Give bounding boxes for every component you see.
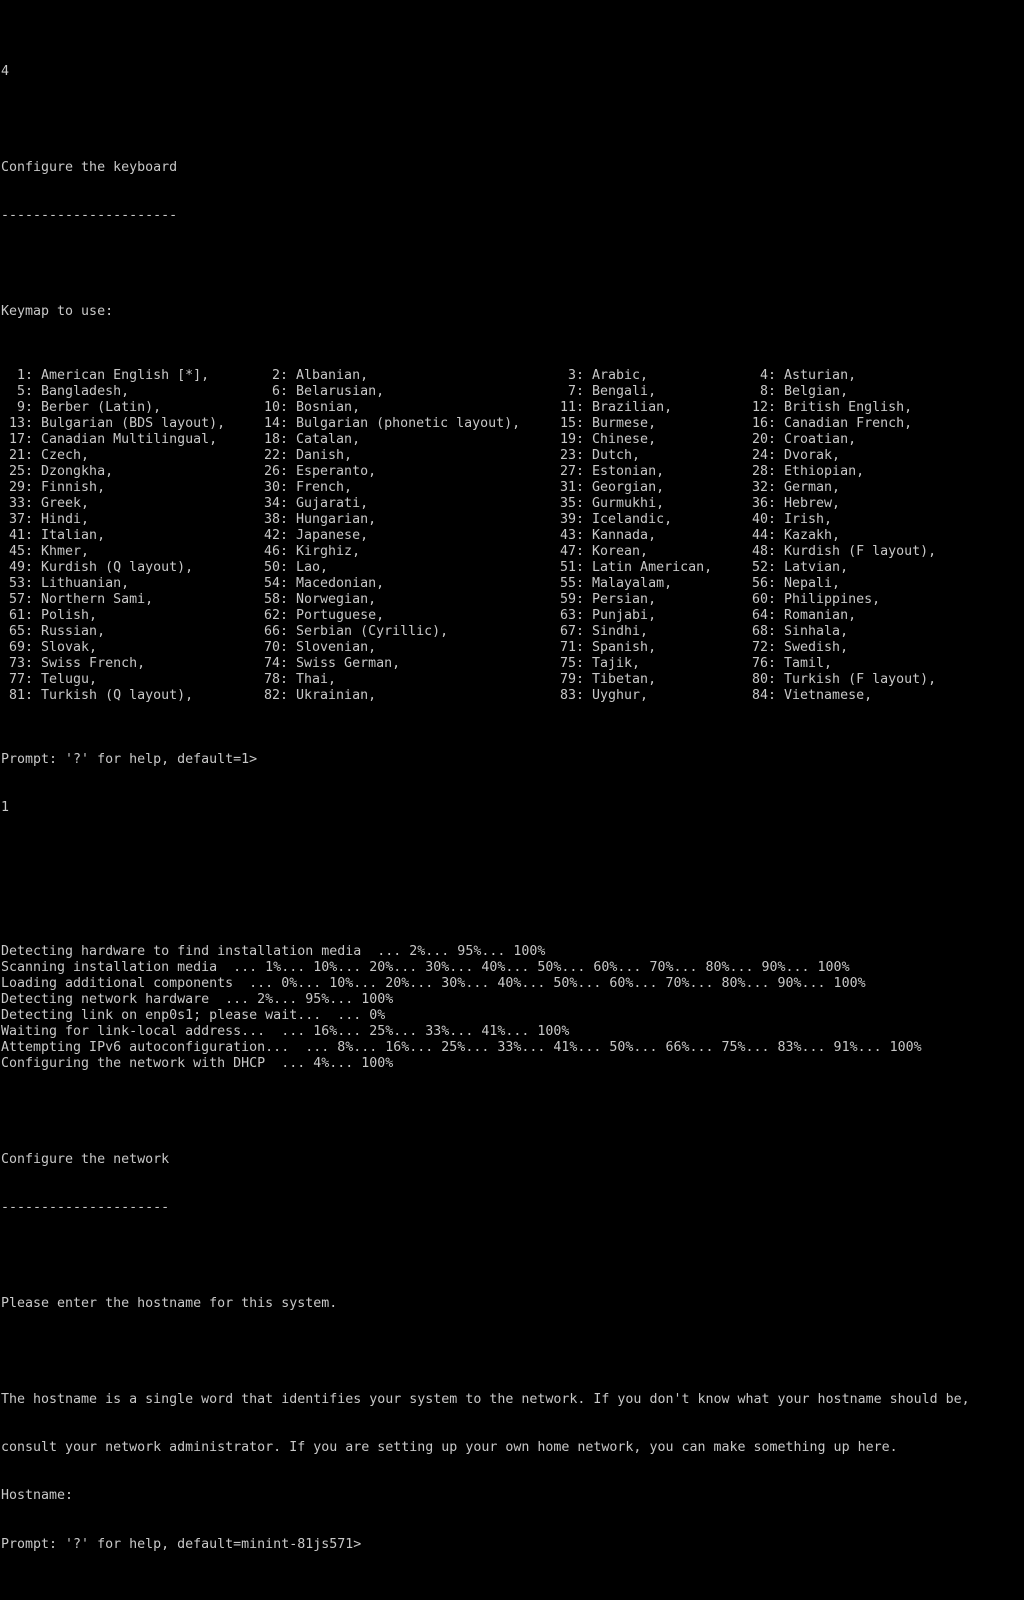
keymap-option: 64: Romanian, (744, 608, 857, 623)
keymap-option: 7: Bengali, (552, 384, 657, 399)
hostname-help-line: The hostname is a single word that identifies your system to the network. If you don't know what your hostname should be, (1, 1392, 970, 1407)
keymap-option: 59: Persian, (552, 592, 657, 607)
keymap-option: 56: Nepali, (744, 576, 841, 591)
keymap-option: 45: Khmer, (1, 544, 90, 559)
keymap-option: 3: Arabic, (552, 368, 649, 383)
keymap-option: 13: Bulgarian (BDS layout), (1, 416, 226, 431)
keymap-option-list (1, 368, 1024, 704)
hostname-intro-text: Please enter the hostname for this system. (1, 1296, 338, 1311)
keymap-option: 49: Kurdish (Q layout), (1, 560, 194, 575)
keymap-option: 35: Gurmukhi, (552, 496, 665, 511)
keymap-answer: 1 (1, 800, 10, 815)
installer-progress-log (1, 944, 1024, 1072)
keymap-row (1, 576, 1024, 592)
keymap-option: 75: Tajik, (552, 656, 641, 671)
hostname-prompt-text: Prompt: '?' for help, default=minint-81js571> (1, 1537, 362, 1552)
hostname-prompt-line[interactable] (1, 1536, 1024, 1552)
keyboard-section (1, 32, 1024, 896)
keymap-option: 76: Tamil, (744, 656, 833, 671)
keymap-option: 2: Albanian, (256, 368, 369, 383)
keymap-option: 41: Italian, (1, 528, 106, 543)
keymap-option: 58: Norwegian, (256, 592, 377, 607)
keymap-option: 83: Uyghur, (552, 688, 649, 703)
progress-line: Detecting hardware to find installation media ... 2%... 95%... 100% (1, 944, 546, 959)
keymap-row (1, 624, 1024, 640)
keymap-option: 72: Swedish, (744, 640, 849, 655)
keyboard-section-underline: ---------------------- (1, 208, 178, 223)
keymap-option: 73: Swiss French, (1, 656, 146, 671)
keymap-row (1, 464, 1024, 480)
keymap-option: 77: Telugu, (1, 672, 98, 687)
keymap-option: 28: Ethiopian, (744, 464, 865, 479)
keymap-option: 82: Ukrainian, (256, 688, 377, 703)
keymap-option: 21: Czech, (1, 448, 90, 463)
keymap-option: 38: Hungarian, (256, 512, 377, 527)
keymap-option: 63: Punjabi, (552, 608, 657, 623)
keymap-option: 29: Finnish, (1, 480, 106, 495)
keymap-option: 24: Dvorak, (744, 448, 841, 463)
keymap-option: 43: Kannada, (552, 528, 657, 543)
keymap-option: 33: Greek, (1, 496, 90, 511)
blank-line (1, 112, 1024, 128)
keymap-option: 57: Northern Sami, (1, 592, 154, 607)
keymap-option: 48: Kurdish (F layout), (744, 544, 937, 559)
keymap-option: 1: American English [*], (1, 368, 210, 383)
keymap-option: 22: Danish, (256, 448, 353, 463)
keymap-option: 54: Macedonian, (256, 576, 385, 591)
keymap-prompt-text: Prompt: '?' for help, default=1> (1, 752, 258, 767)
keymap-option: 39: Icelandic, (552, 512, 673, 527)
network-section (1, 1120, 1024, 1584)
keymap-row (1, 544, 1024, 560)
keymap-option: 12: British English, (744, 400, 913, 415)
keyboard-section-title: Configure the keyboard (1, 160, 178, 175)
keymap-option: 65: Russian, (1, 624, 106, 639)
keymap-row (1, 432, 1024, 448)
blank-line (1, 1344, 1024, 1360)
hostname-help-line: consult your network administrator. If you are setting up your own home network, you can make something up here. (1, 1440, 898, 1455)
keymap-option: 15: Burmese, (552, 416, 657, 431)
keymap-option: 62: Portuguese, (256, 608, 385, 623)
keymap-option: 79: Tibetan, (552, 672, 657, 687)
keymap-option: 52: Latvian, (744, 560, 849, 575)
keymap-option: 11: Brazilian, (552, 400, 673, 415)
keymap-option: 32: German, (744, 480, 841, 495)
keymap-option: 60: Philippines, (744, 592, 881, 607)
keymap-row (1, 528, 1024, 544)
keymap-option: 47: Korean, (552, 544, 649, 559)
keymap-option: 36: Hebrew, (744, 496, 841, 511)
keymap-option: 66: Serbian (Cyrillic), (256, 624, 449, 639)
keymap-row (1, 512, 1024, 528)
keymap-option: 70: Slovenian, (256, 640, 377, 655)
keymap-option: 16: Canadian French, (744, 416, 913, 431)
keymap-option: 6: Belarusian, (256, 384, 385, 399)
previous-answer: 4 (1, 64, 10, 79)
keymap-row (1, 480, 1024, 496)
keymap-row (1, 368, 1024, 384)
progress-line: Detecting link on enp0s1; please wait... ... 0% (1, 1008, 386, 1023)
keymap-row (1, 592, 1024, 608)
blank-line (1, 1248, 1024, 1264)
keymap-row (1, 496, 1024, 512)
keymap-option: 27: Estonian, (552, 464, 665, 479)
keymap-option: 61: Polish, (1, 608, 98, 623)
keymap-option: 42: Japanese, (256, 528, 369, 543)
keymap-option: 46: Kirghiz, (256, 544, 361, 559)
keymap-prompt (1, 752, 1024, 768)
keymap-option: 37: Hindi, (1, 512, 90, 527)
keymap-option: 69: Slovak, (1, 640, 98, 655)
hostname-label: Hostname: (1, 1488, 74, 1503)
keymap-heading: Keymap to use: (1, 304, 114, 319)
keymap-option: 51: Latin American, (552, 560, 713, 575)
keymap-option: 78: Thai, (256, 672, 337, 687)
keymap-row (1, 656, 1024, 672)
keymap-option: 68: Sinhala, (744, 624, 849, 639)
keymap-option: 53: Lithuanian, (1, 576, 130, 591)
keymap-row (1, 608, 1024, 624)
keymap-option: 84: Vietnamese, (744, 688, 873, 703)
keymap-option: 20: Croatian, (744, 432, 857, 447)
keymap-option: 19: Chinese, (552, 432, 657, 447)
keymap-option: 30: French, (256, 480, 353, 495)
keymap-row (1, 416, 1024, 432)
keymap-option: 34: Gujarati, (256, 496, 369, 511)
keymap-option: 81: Turkish (Q layout), (1, 688, 194, 703)
keymap-option: 23: Dutch, (552, 448, 641, 463)
keymap-row (1, 688, 1024, 704)
network-section-title: Configure the network (1, 1152, 170, 1167)
keymap-row (1, 384, 1024, 400)
keymap-option: 14: Bulgarian (phonetic layout), (256, 416, 521, 431)
keymap-option: 55: Malayalam, (552, 576, 673, 591)
keymap-option: 5: Bangladesh, (1, 384, 130, 399)
progress-line: Loading additional components ... 0%... 10%... 20%... 30%... 40%... 50%... 60%... 70%... 80%... 90%... 100% (1, 976, 866, 991)
keymap-option: 17: Canadian Multilingual, (1, 432, 218, 447)
keymap-row (1, 640, 1024, 656)
blank-line (1, 256, 1024, 272)
keymap-option: 8: Belgian, (744, 384, 849, 399)
keymap-option: 18: Catalan, (256, 432, 361, 447)
keymap-option: 74: Swiss German, (256, 656, 401, 671)
keymap-option: 67: Sindhi, (552, 624, 649, 639)
progress-line: Waiting for link-local address... ... 16%... 25%... 33%... 41%... 100% (1, 1024, 570, 1039)
keymap-option: 10: Bosnian, (256, 400, 361, 415)
keymap-option: 4: Asturian, (744, 368, 857, 383)
network-section-underline: --------------------- (1, 1200, 170, 1215)
keymap-option: 9: Berber (Latin), (1, 400, 162, 415)
keymap-option: 25: Dzongkha, (1, 464, 114, 479)
progress-line: Configuring the network with DHCP ... 4%... 100% (1, 1056, 394, 1071)
keymap-option: 40: Irish, (744, 512, 833, 527)
keymap-row (1, 560, 1024, 576)
keymap-option: 71: Spanish, (552, 640, 657, 655)
keymap-row (1, 448, 1024, 464)
keymap-row (1, 400, 1024, 416)
blank-line (1, 848, 1024, 864)
progress-line: Scanning installation media ... 1%... 10%... 20%... 30%... 40%... 50%... 60%... 70%... 80%... 90%... 100% (1, 960, 850, 975)
keymap-row (1, 672, 1024, 688)
keymap-option: 50: Lao, (256, 560, 329, 575)
progress-line: Attempting IPv6 autoconfiguration... ... 8%... 16%... 25%... 33%... 41%... 50%... 66%... 75%... 83%... 91%... 100% (1, 1040, 922, 1055)
keymap-option: 26: Esperanto, (256, 464, 377, 479)
progress-line: Detecting network hardware ... 2%... 95%... 100% (1, 992, 394, 1007)
keymap-option: 44: Kazakh, (744, 528, 841, 543)
keymap-option: 31: Georgian, (552, 480, 665, 495)
keymap-option: 80: Turkish (F layout), (744, 672, 937, 687)
text-cursor[interactable] (361, 1536, 369, 1550)
